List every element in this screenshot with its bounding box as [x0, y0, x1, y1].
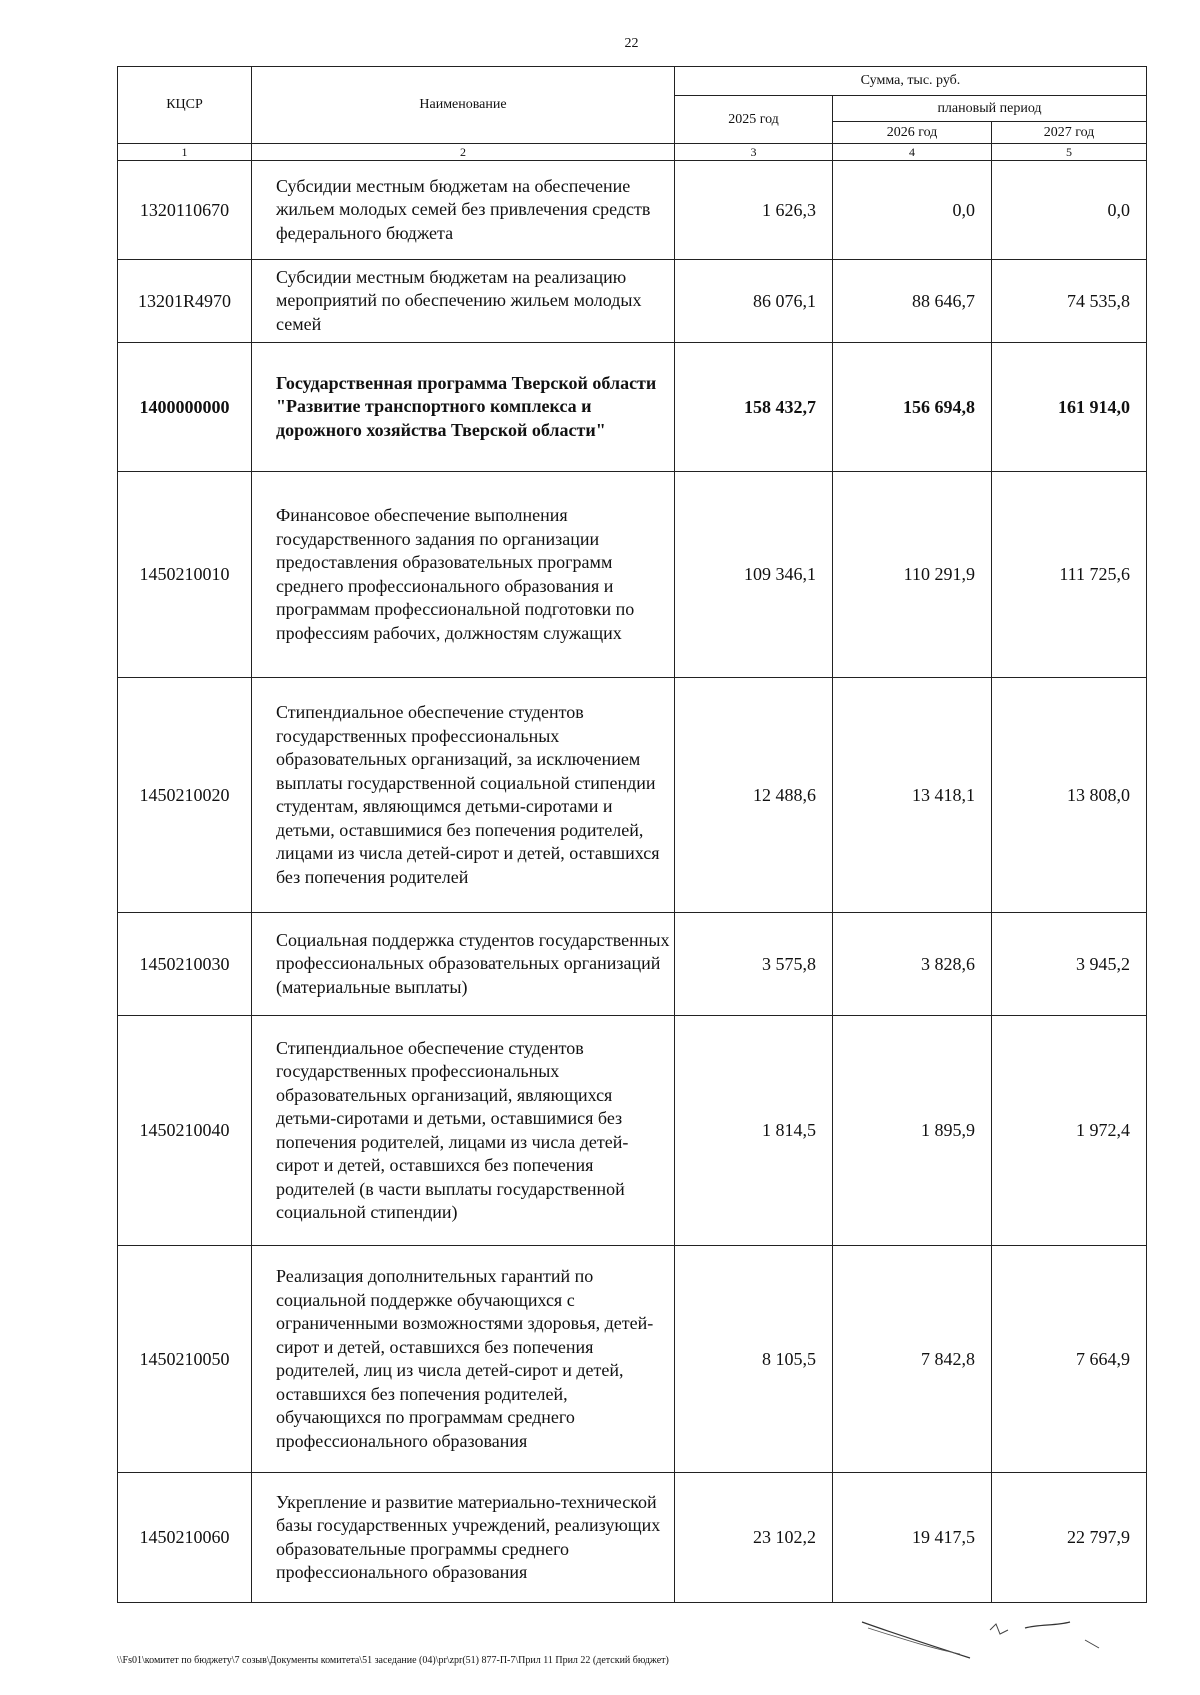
row-code: 1450210010	[118, 472, 252, 678]
row-value-2026: 156 694,8	[833, 343, 992, 472]
row-name: Укрепление и развитие материально-технической базы государственных учреждений, реализующих образовательные программы среднего профессионального образования	[252, 1473, 675, 1603]
footer-file-path: \\Fs01\комитет по бюджету\7 созыв\Документы комитета\51 заседание (04)\pr\zpr(51) 877-П-7\Прил 11 Прил 22 (детский бюджет)	[117, 1655, 669, 1666]
header-planned-period: плановый период	[833, 96, 1147, 122]
row-code: 1450210020	[118, 678, 252, 913]
row-name: Субсидии местным бюджетам на реализацию мероприятий по обеспечению жильем молодых семей	[252, 260, 675, 343]
row-value-2027: 3 945,2	[992, 913, 1147, 1016]
row-name: Стипендиальное обеспечение студентов государственных профессиональных образовательных организаций, за исключением выплаты государственной социальной стипендии студентам, являющимся детьми-сиротами и детьми, оставшимися без попечения родителей, лицами из числа детей-сирот и детей, оставшихся без попечения родителей	[252, 678, 675, 913]
row-value-2027: 74 535,8	[992, 260, 1147, 343]
row-name: Субсидии местным бюджетам на обеспечение жильем молодых семей без привлечения средств федерального бюджета	[252, 161, 675, 260]
column-number: 4	[833, 144, 992, 161]
row-value-2027: 22 797,9	[992, 1473, 1147, 1603]
row-name: Государственная программа Тверской области "Развитие транспортного комплекса и дорожного хозяйства Тверской области"	[252, 343, 675, 472]
row-code: 13201R4970	[118, 260, 252, 343]
column-number: 1	[118, 144, 252, 161]
row-value-2025: 8 105,5	[675, 1246, 833, 1473]
row-code: 1320110670	[118, 161, 252, 260]
row-value-2027: 1 972,4	[992, 1016, 1147, 1246]
column-number: 2	[252, 144, 675, 161]
table-row	[118, 472, 1147, 678]
row-code: 1450210030	[118, 913, 252, 1016]
header-name: Наименование	[252, 67, 675, 144]
row-value-2027: 0,0	[992, 161, 1147, 260]
row-code: 1400000000	[118, 343, 252, 472]
table-row	[118, 161, 1147, 260]
row-value-2026: 19 417,5	[833, 1473, 992, 1603]
row-name: Социальная поддержка студентов государственных профессиональных образовательных организаций (материальные выплаты)	[252, 913, 675, 1016]
row-value-2026: 88 646,7	[833, 260, 992, 343]
row-value-2027: 13 808,0	[992, 678, 1147, 913]
row-value-2025: 158 432,7	[675, 343, 833, 472]
row-code: 1450210040	[118, 1016, 252, 1246]
row-name: Реализация дополнительных гарантий по социальной поддержке обучающихся с ограниченными возможностями здоровья, детей-сирот и детей, оставшихся без попечения родителей, лиц из числа детей-сирот и детей, оставшихся без попечения родителей, обучающихся по программам среднего профессионального образования	[252, 1246, 675, 1473]
row-value-2026: 1 895,9	[833, 1016, 992, 1246]
signature-scribble	[860, 1618, 1120, 1668]
header-sum: Сумма, тыс. руб.	[675, 67, 1147, 96]
page-number: 22	[624, 36, 639, 51]
row-value-2026: 110 291,9	[833, 472, 992, 678]
row-code: 1450210060	[118, 1473, 252, 1603]
row-name: Стипендиальное обеспечение студентов государственных профессиональных образовательных организаций, являющихся детьми-сиротами и детьми, оставшимися без попечения родителей, лицами из числа детей-сирот и детей, оставшихся без попечения родителей (в части выплаты государственной социальной стипендии)	[252, 1016, 675, 1246]
row-value-2025: 3 575,8	[675, 913, 833, 1016]
row-value-2027: 161 914,0	[992, 343, 1147, 472]
table-row	[118, 1473, 1147, 1603]
row-value-2025: 1 814,5	[675, 1016, 833, 1246]
column-number: 5	[992, 144, 1147, 161]
header-2025: 2025 год	[675, 96, 833, 144]
table-row	[118, 913, 1147, 1016]
budget-table	[117, 66, 1147, 1603]
row-value-2025: 23 102,2	[675, 1473, 833, 1603]
column-number: 3	[675, 144, 833, 161]
table-row	[118, 260, 1147, 343]
row-value-2027: 111 725,6	[992, 472, 1147, 678]
row-value-2027: 7 664,9	[992, 1246, 1147, 1473]
table-row	[118, 1246, 1147, 1473]
row-name: Финансовое обеспечение выполнения государственного задания по организации предоставления образовательных программ среднего профессионального образования и программам профессиональной подготовки по профессиям рабочих, должностям служащих	[252, 472, 675, 678]
row-value-2026: 13 418,1	[833, 678, 992, 913]
row-value-2026: 0,0	[833, 161, 992, 260]
row-value-2025: 86 076,1	[675, 260, 833, 343]
header-code: КЦСР	[118, 67, 252, 144]
table-row	[118, 678, 1147, 913]
row-value-2026: 7 842,8	[833, 1246, 992, 1473]
row-value-2025: 12 488,6	[675, 678, 833, 913]
table-row	[118, 1016, 1147, 1246]
row-value-2025: 109 346,1	[675, 472, 833, 678]
header-2026: 2026 год	[833, 122, 992, 144]
header-2027: 2027 год	[992, 122, 1147, 144]
row-code: 1450210050	[118, 1246, 252, 1473]
row-value-2025: 1 626,3	[675, 161, 833, 260]
table-row-program	[118, 343, 1147, 472]
row-value-2026: 3 828,6	[833, 913, 992, 1016]
